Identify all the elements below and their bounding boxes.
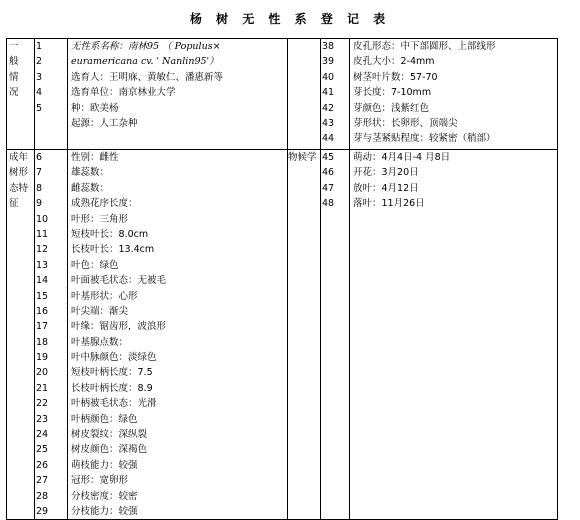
adult-right-numbers: [321, 150, 350, 520]
item-text: 萌动：4月4日-4 月8日: [353, 152, 451, 163]
page-title: 杨 树 无 性 系 登 记 表: [189, 12, 391, 26]
item-number: 39: [322, 56, 335, 68]
item-text: 树茎叶片数：57-70: [353, 71, 438, 83]
item-number: 40: [322, 71, 335, 83]
item-text: 分枝能力：较强: [71, 505, 138, 517]
general-section-label: 一 般 情 况: [7, 39, 35, 150]
phenology-label: 物候学: [288, 150, 321, 520]
item-number: 22: [36, 398, 49, 410]
item-number: 44: [322, 133, 335, 145]
item-number: 19: [36, 352, 49, 364]
item-text: 成熟花序长度：: [71, 198, 138, 210]
item-number: 26: [36, 459, 49, 471]
item-text: 放叶：4月12日: [353, 182, 419, 194]
general-left-items: [68, 39, 288, 150]
general-right-items: [350, 39, 558, 150]
item-text: 雄蕊数：: [71, 167, 110, 179]
item-text: 芽长度：7-10mm: [353, 87, 432, 99]
item-text: 长枝叶柄长度：8.9: [71, 382, 153, 394]
item-text: 雌蕊数：: [71, 182, 110, 194]
item-number: 1: [36, 41, 43, 52]
item-number: 17: [36, 321, 49, 333]
item-number: 12: [36, 244, 49, 256]
item-text: 性别：雌性: [71, 152, 119, 163]
item-text: 开花：3月20日: [353, 167, 419, 179]
item-text: 选育人：王明庥、黄敏仁、潘惠新等: [71, 71, 224, 83]
item-number: 48: [322, 198, 335, 210]
item-text: euramericana cv. ' Nanlin95'）: [71, 56, 219, 68]
item-number: 9: [36, 198, 43, 210]
item-number: 38: [322, 41, 335, 52]
item-text: 芽颜色：浅紫红色: [353, 102, 430, 114]
general-empty-cell: [288, 39, 321, 150]
item-text: 叶柄颜色：绿色: [71, 413, 138, 425]
item-text: 皮孔大小：2-4mm: [353, 56, 435, 68]
item-number: 29: [36, 505, 49, 517]
item-number: 43: [322, 117, 335, 129]
item-text: 短枝叶长：8.0cm: [71, 228, 149, 240]
item-text: 无性系名称：南林95 （ Populus×: [71, 41, 221, 52]
item-text: 分枝密度：较密: [71, 490, 138, 502]
adult-section-row: [7, 150, 558, 520]
item-number: 18: [36, 336, 49, 348]
item-text: 落叶：11月26日: [353, 198, 425, 210]
item-number: 16: [36, 305, 49, 317]
adult-section-label: 成年 树形 态特 征: [7, 150, 35, 520]
item-number: 15: [36, 290, 49, 302]
item-number: 11: [36, 228, 49, 240]
item-text: 叶尖端：渐尖: [71, 305, 129, 317]
item-number: 24: [36, 429, 49, 441]
item-text: 叶面被毛状态：无被毛: [71, 275, 167, 287]
item-number: 45: [322, 152, 335, 163]
item-number: 3: [36, 71, 43, 83]
general-left-numbers: [35, 39, 68, 150]
item-number: 46: [322, 167, 335, 179]
item-number: 28: [36, 490, 49, 502]
item-text: 树皮裂纹：深纵裂: [71, 429, 148, 441]
item-text: 叶缘：锯齿形，波浪形: [71, 321, 167, 333]
item-number: 14: [36, 275, 49, 287]
item-number: 13: [36, 259, 49, 271]
item-number: 2: [36, 56, 43, 68]
item-text: 叶中脉颜色：淡绿色: [71, 352, 157, 364]
item-number: 4: [36, 87, 43, 99]
item-text: 皮孔形态：中下部圆形、上部线形: [353, 41, 496, 52]
item-number: 6: [36, 152, 43, 163]
item-text: 叶柄被毛状态：光滑: [71, 398, 157, 410]
general-right-numbers: [321, 39, 350, 150]
item-text: 芽与茎紧贴程度：较紧密（稍部）: [353, 133, 496, 145]
item-number: 27: [36, 475, 49, 487]
item-number: [35, 116, 67, 131]
item-number: 42: [322, 102, 335, 114]
item-text: 叶形：三角形: [71, 213, 129, 225]
registration-table: [6, 38, 558, 520]
item-number: 10: [36, 213, 49, 225]
adult-left-numbers: [35, 150, 68, 520]
item-text: 种：欧美杨: [71, 102, 119, 114]
item-text: 叶色：绿色: [71, 259, 119, 271]
item-number: 21: [36, 382, 49, 394]
item-text: 树皮颜色：深褐色: [71, 444, 148, 456]
item-text: 冠形：宽卵形: [71, 475, 129, 487]
item-text: 萌枝能力：较强: [71, 459, 138, 471]
item-text: 芽形状：长卵形、顶端尖: [353, 117, 458, 129]
item-text: 叶基腺点数：: [71, 336, 129, 348]
item-number: 8: [36, 182, 43, 194]
item-text: 长枝叶长：13.4cm: [71, 244, 155, 256]
item-text: 选育单位：南京林业大学: [71, 87, 176, 99]
item-number: 7: [36, 167, 43, 179]
item-text: 短枝叶柄长度：7.5: [71, 367, 153, 379]
item-number: 41: [322, 87, 335, 99]
item-text: 起源：人工杂种: [71, 117, 138, 129]
item-number: 25: [36, 444, 49, 456]
adult-left-items: [68, 150, 288, 520]
item-number: 47: [322, 182, 335, 194]
item-number: 23: [36, 413, 49, 425]
item-number: 20: [36, 367, 49, 379]
item-text: 叶基形状：心形: [71, 290, 138, 302]
item-number: 5: [36, 102, 43, 114]
adult-right-items: [350, 150, 558, 520]
general-section-row: [7, 39, 558, 150]
